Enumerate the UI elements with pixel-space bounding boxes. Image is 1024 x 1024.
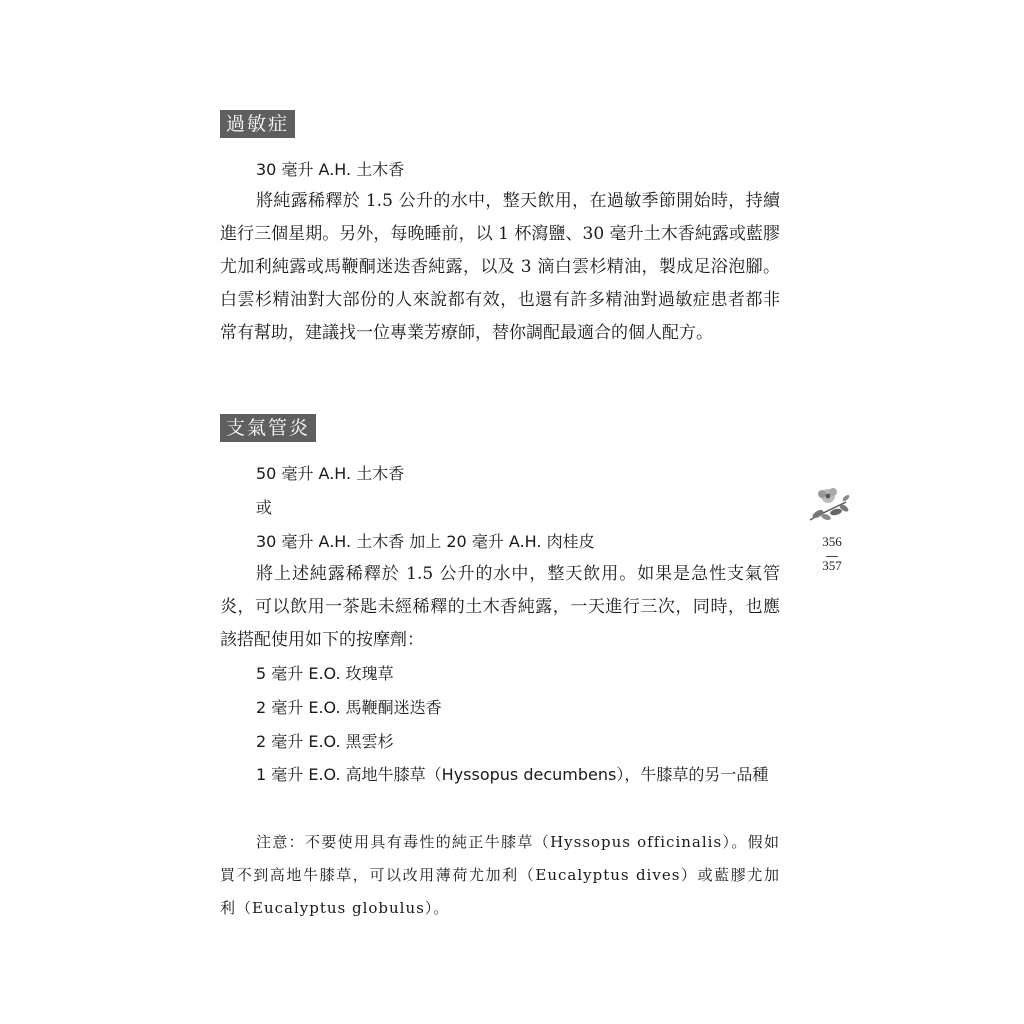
oil-line: 2 毫升 E.O. 馬鞭酮迷迭香: [256, 698, 442, 717]
formula-line: 30 毫升 A.H. 土木香 加上 20 毫升 A.H. 肉桂皮: [256, 532, 595, 551]
caution-note: 注意：不要使用具有毒性的純正牛膝草（Hyssopus officinalis）。假如買不到高地牛膝草，可以改用薄荷尤加利（Eucalyptus dives）或藍膠尤加利（Eucalyptus globulus）。: [220, 833, 780, 917]
oil-line: 5 毫升 E.O. 玫瑰草: [256, 664, 394, 683]
formula-or: 或: [256, 498, 273, 517]
page-number-right: 357: [822, 558, 842, 573]
flower-ornament-icon: [806, 484, 854, 526]
section-heading-allergy: 過敏症: [220, 110, 295, 138]
formula-line: 50 毫升 A.H. 土木香: [256, 464, 405, 483]
page-number-left: 356: [822, 534, 842, 549]
section-heading-bronchitis: 支氣管炎: [220, 414, 316, 442]
oil-line: 2 毫升 E.O. 黑雲杉: [256, 732, 394, 751]
oil-line-long: 1 毫升 E.O. 高地牛膝草（Hyssopus decumbens），牛膝草的另一品種: [256, 765, 769, 784]
page-number-divider: [826, 556, 838, 557]
allergy-paragraph: 將純露稀釋於 1.5 公升的水中，整天飲用，在過敏季節開始時，持續進行三個星期。另外，每晚睡前，以 1 杯瀉鹽、30 毫升土木香純露或藍膠尤加利純露或馬鞭酮迷迭香純露，以及 3 滴白雲杉精油，製成足浴泡腳。白雲杉精油對大部份的人來說都有效，也還有許多精油對過敏症患者都非常有幫助，建議找一位專業芳療師，替你調配最適合的個人配方。: [220, 191, 780, 343]
bronchitis-paragraph: 將上述純露稀釋於 1.5 公升的水中，整天飲用。如果是急性支氣管炎，可以飲用一茶匙未經稀釋的土木香純露，一天進行三次，同時，也應該搭配使用如下的按摩劑：: [220, 564, 780, 650]
formula-line: 30 毫升 A.H. 土木香: [256, 160, 405, 179]
